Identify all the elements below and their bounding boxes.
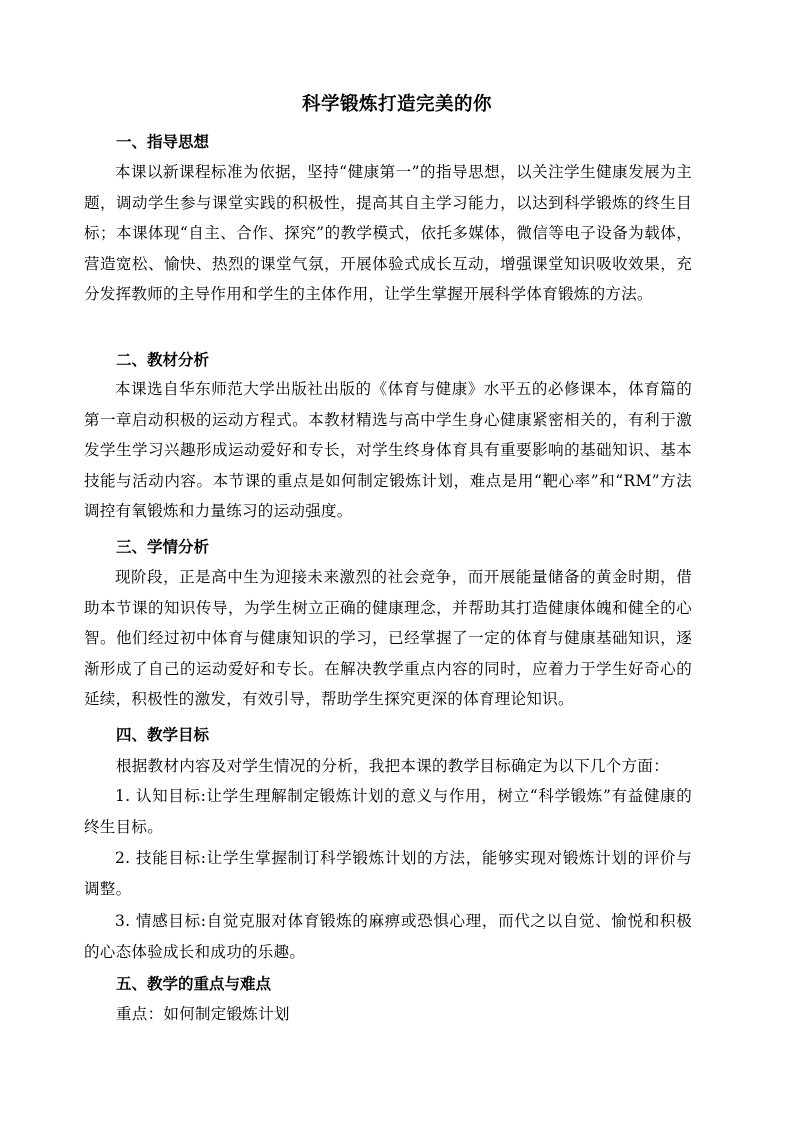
section-heading-student-analysis: 三、学情分析: [116, 538, 210, 556]
document-title: 科学锻炼打造完美的你: [301, 94, 492, 115]
section-heading-key-points: 五、教学的重点与难点: [116, 975, 272, 993]
key-point-text: 重点：如何制定锻炼计划: [116, 1005, 290, 1023]
objectives-intro: 根据教材内容及对学生情况的分析，我把本课的教学目标确定为以下几个方面：: [116, 757, 670, 775]
section-heading-teaching-objectives: 四、教学目标: [116, 726, 210, 744]
paragraph-textbook-analysis: 本课选自华东师范大学出版社出版的《体育与健康》水平五的必修课本，体育篇的第一章启动积极的运动方程式。本教材精选与高中学生身心健康紧密相关的，有利于激发学生学习兴趣形成运动爱好和专长，对学生终身体育具有重要影响的基础知识、基本技能与活动内容。本节课的重点是如何制定锻炼计划，难点是用“靶心率”和“RM”方法调控有氧锻炼和力量练习的运动强度。: [84, 380, 692, 520]
paragraph-guiding-ideology: 本课以新课程标准为依据，坚持“健康第一”的指导思想，以关注学生健康发展为主题，调动学生参与课堂实践的积极性，提高其自主学习能力，以达到科学锻炼的终生目标；本课体现“自主、合作、探究”的教学模式，依托多媒体，微信等电子设备为载体，营造宽松、愉快、热烈的课堂气氛，开展体验式成长互动，增强课堂知识吸收效果，充分发挥教师的主导作用和学生的主体作用，让学生掌握开展科学体育锻炼的方法。: [84, 163, 692, 303]
section-heading-guiding-ideology: 一、指导思想: [116, 133, 210, 151]
section-heading-textbook-analysis: 二、教材分析: [116, 351, 210, 369]
objective-skill: 2. 技能目标:让学生掌握制订科学锻炼计划的方法，能够实现对锻炼计划的评价与调整。: [84, 849, 692, 898]
objective-cognitive: 1. 认知目标:让学生理解制定锻炼计划的意义与作用，树立“科学锻炼”有益健康的终生目标。: [84, 787, 692, 836]
objective-emotional: 3. 情感目标:自觉克服对体育锻炼的麻痹或恐惧心理，而代之以自觉、愉悦和积极的心态体验成长和成功的乐趣。: [84, 912, 692, 961]
paragraph-student-analysis: 现阶段，正是高中生为迎接未来激烈的社会竞争，而开展能量储备的黄金时期，借助本节课的知识传导，为学生树立正确的健康理念，并帮助其打造健康体魄和健全的心智。他们经过初中体育与健康知识的学习，已经掌握了一定的体育与健康基础知识，逐渐形成了自己的运动爱好和专长。在解决教学重点内容的同时，应着力于学生好奇心的延续，积极性的激发，有效引导，帮助学生探究更深的体育理论知识。: [84, 568, 692, 708]
